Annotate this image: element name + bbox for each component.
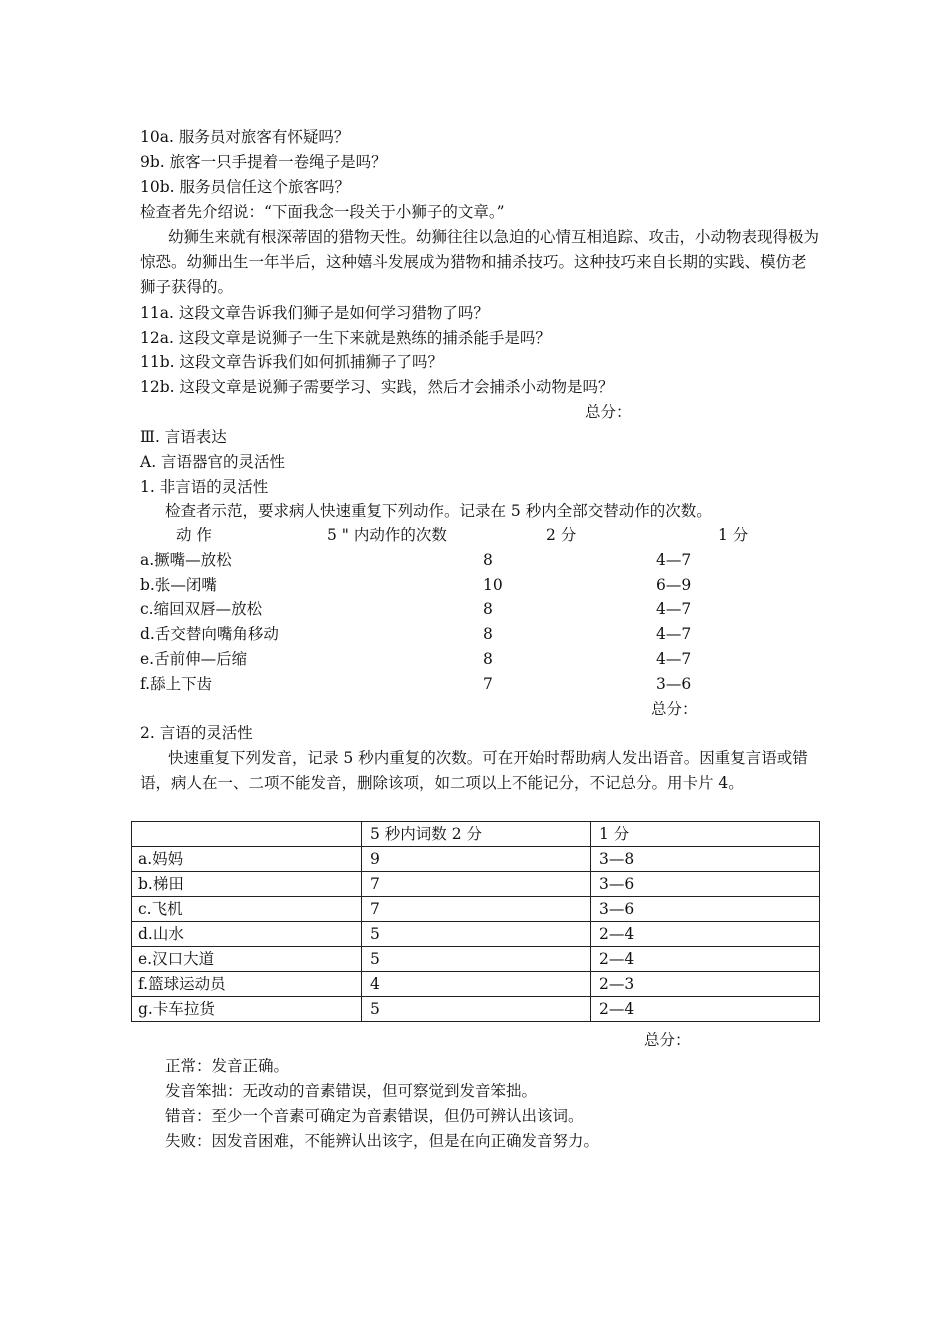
- table-cell: b.梯田: [132, 872, 362, 897]
- verbal-total-label: 总分：: [644, 1031, 691, 1049]
- action-name: d.舌交替向嘴角移动: [140, 625, 279, 643]
- table-cell: 2—4: [591, 997, 820, 1022]
- score-1-range: 6—9: [656, 576, 692, 594]
- table-cell: 5: [362, 922, 591, 947]
- action-name: f.舔上下齿: [140, 675, 213, 693]
- table-row: [132, 997, 820, 1022]
- section-1-heading: 1. 非言语的灵活性: [140, 478, 269, 496]
- question-11a: 11a. 这段文章告诉我们狮子是如何学习猎物了吗？: [140, 304, 489, 322]
- section-2-instruction: 快速重复下列发音，记录 5 秒内重复的次数。可在开始时帮助病人发出语音。因重复言语或错语，病人在一、二项不能发音，删除该项，如二项以上不能记分，不记总分。用卡片 4。: [140, 749, 808, 792]
- question-10b: 10b. 服务员信任这个旅客吗？: [140, 178, 351, 196]
- nonverbal-row: [140, 574, 820, 596]
- section-1-instruction: 检查者示范，要求病人快速重复下列动作。记录在 5 秒内全部交替动作的次数。: [165, 502, 712, 520]
- section-a-heading: A. 言语器官的灵活性: [140, 453, 286, 471]
- definition-normal: 正常：发音正确。: [165, 1057, 290, 1075]
- question-12a: 12a. 这段文章是说狮子一生下来就是熟练的捕杀能手是吗？: [140, 329, 551, 347]
- score-1-range: 4—7: [656, 551, 692, 569]
- score-2-value: 7: [483, 675, 493, 693]
- table-row: [132, 897, 820, 922]
- score-2-value: 10: [483, 576, 503, 594]
- examiner-intro: 检查者先介绍说：“下面我念一段关于小狮子的文章。”: [140, 203, 505, 221]
- table-row: [132, 947, 820, 972]
- table-cell: c.飞机: [132, 897, 362, 922]
- action-name: e.舌前伸—后缩: [140, 650, 248, 668]
- table-row: [132, 847, 820, 872]
- total-score-label: 总分：: [585, 403, 632, 421]
- nonverbal-row: [140, 648, 820, 670]
- table-cell: 5: [362, 997, 591, 1022]
- table-cell: 7: [362, 897, 591, 922]
- section-iii-heading: Ⅲ. 言语表达: [140, 428, 227, 446]
- question-11b: 11b. 这段文章告诉我们如何抓捕狮子了吗？: [140, 353, 444, 371]
- score-2-value: 8: [483, 551, 493, 569]
- definition-misarticulation: 错音：至少一个音素可确定为音素错误，但仍可辨认出该词。: [165, 1107, 584, 1125]
- action-name: b.张—闭嘴: [140, 576, 217, 594]
- table-cell: 3—6: [591, 897, 820, 922]
- header-action: 动 作: [176, 526, 212, 544]
- question-12b: 12b. 这段文章是说狮子需要学习、实践，然后才会捕杀小动物是吗？: [140, 378, 614, 396]
- table-cell: d.山水: [132, 922, 362, 947]
- action-name: c.缩回双唇—放松: [140, 600, 263, 618]
- nonverbal-total-label: 总分：: [651, 700, 698, 718]
- score-1-range: 4—7: [656, 650, 692, 668]
- table-header-cell: 5 秒内词数 2 分: [362, 822, 591, 847]
- question-9b: 9b. 旅客一只手提着一卷绳子是吗？: [140, 153, 387, 171]
- table-cell: 3—8: [591, 847, 820, 872]
- header-count: 5 " 内动作的次数: [327, 526, 447, 544]
- table-cell: 2—4: [591, 947, 820, 972]
- table-cell: 9: [362, 847, 591, 872]
- table-cell: 4: [362, 972, 591, 997]
- nonverbal-row: [140, 598, 820, 620]
- nonverbal-row: [140, 549, 820, 571]
- table-row: [132, 972, 820, 997]
- table-row: [132, 872, 820, 897]
- action-name: a.撅嘴—放松: [140, 551, 232, 569]
- verbal-flexibility-table: [131, 821, 820, 1022]
- table-header-row: [132, 822, 820, 847]
- score-1-range: 4—7: [656, 600, 692, 618]
- table-cell: 3—6: [591, 872, 820, 897]
- nonverbal-row: [140, 673, 820, 695]
- table-header-cell: [132, 822, 362, 847]
- definition-clumsy: 发音笨拙：无改动的音素错误，但可察觉到发音笨拙。: [165, 1082, 538, 1100]
- lion-passage: 幼狮生来就有根深蒂固的猎物天性。幼狮往往以急迫的心情互相追踪、攻击，小动物表现得极为惊恐。幼狮出生一年半后，这种嬉斗发展成为猎物和捕杀技巧。这种技巧来自长期的实践、模仿老狮子获得的。: [140, 228, 820, 296]
- table-cell: f.篮球运动员: [132, 972, 362, 997]
- question-10a: 10a. 服务员对旅客有怀疑吗？: [140, 128, 350, 146]
- table-cell: 7: [362, 872, 591, 897]
- score-2-value: 8: [483, 625, 493, 643]
- table-cell: 5: [362, 947, 591, 972]
- table-cell: e.汉口大道: [132, 947, 362, 972]
- nonverbal-row: [140, 623, 820, 645]
- definition-failure: 失败：因发音困难，不能辨认出该字，但是在向正确发音努力。: [165, 1132, 600, 1150]
- table-row: [132, 922, 820, 947]
- nonverbal-header: [140, 524, 820, 546]
- section-2-heading: 2. 言语的灵活性: [140, 724, 253, 742]
- score-2-value: 8: [483, 650, 493, 668]
- table-header-cell: 1 分: [591, 822, 820, 847]
- score-1-range: 3—6: [656, 675, 692, 693]
- header-score-2: 2 分: [546, 526, 577, 544]
- score-1-range: 4—7: [656, 625, 692, 643]
- table-cell: 2—4: [591, 922, 820, 947]
- header-score-1: 1 分: [718, 526, 749, 544]
- score-2-value: 8: [483, 600, 493, 618]
- table-cell: a.妈妈: [132, 847, 362, 872]
- table-cell: 2—3: [591, 972, 820, 997]
- table-cell: g.卡车拉货: [132, 997, 362, 1022]
